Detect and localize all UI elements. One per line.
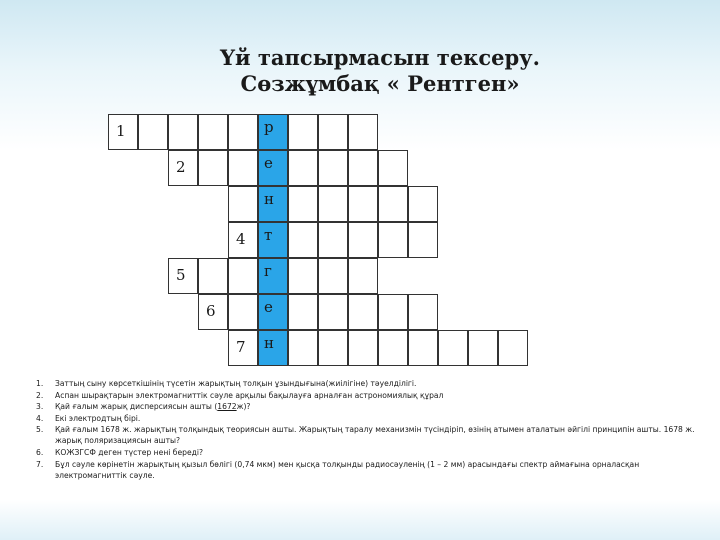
clue-index: 5. [36,425,44,435]
crossword-cell[interactable] [348,294,378,330]
crossword-cell[interactable] [348,222,378,258]
clue-text: КОЖЗГСФ деген түстер нені береді? [55,447,204,457]
clue-text: Екі электродтың бірі. [55,413,141,423]
clue-item [36,401,696,412]
crossword-cell[interactable] [198,258,228,294]
crossword-cell[interactable] [228,150,258,186]
crossword-cell[interactable] [348,186,378,222]
crossword-key-cell[interactable] [258,186,288,222]
page-title: Үй тапсырмасын тексеру. [220,45,540,70]
crossword-cell[interactable] [288,222,318,258]
clue-item [36,413,696,424]
crossword-cell[interactable] [378,186,408,222]
crossword-cell[interactable] [228,258,258,294]
crossword-cell[interactable] [408,294,438,330]
clue-index: 2. [36,390,44,400]
crossword-cell[interactable] [318,330,348,366]
clue-text: Қай ғалым 1678 ж. жарықтың толқындық теориясын ашты. Жарықтың таралу механизмін түсіндіріп, өзінің атымен аталатын әйгілі принципін ашты. 1678 ж. жарық поляризациясын ашты? [55,425,695,446]
clue-text: Заттың сыну көрсеткішінің түсетін жарықтың толқын ұзындығына(жиілігіне) тәуелділігі. [55,379,417,388]
crossword-cell[interactable] [138,114,168,150]
clue-item [36,459,696,481]
key-letter: н [264,190,274,208]
clue-index: 7. [36,459,44,469]
crossword-cell[interactable] [318,222,348,258]
clue-number: 1 [116,122,126,140]
crossword-key-cell[interactable] [258,114,288,150]
key-letter: е [264,298,273,316]
crossword-cell[interactable] [348,114,378,150]
crossword-cell[interactable] [348,150,378,186]
crossword-key-cell[interactable] [258,222,288,258]
crossword-cell[interactable] [198,114,228,150]
crossword-cell[interactable] [408,330,438,366]
crossword-cell[interactable] [288,114,318,150]
crossword-cell[interactable] [378,330,408,366]
crossword-cell[interactable] [348,330,378,366]
crossword-cell[interactable] [288,186,318,222]
clue-number: 2 [176,158,186,176]
crossword-cell[interactable] [288,258,318,294]
crossword-cell[interactable] [168,114,198,150]
key-letter: т [264,226,273,244]
crossword-cell[interactable] [408,186,438,222]
clue-number: 7 [236,338,246,356]
clue-item [36,447,696,458]
clue-number: 5 [176,266,186,284]
clue-text: Қай ғалым жарық дисперсиясын ашты ( [55,402,218,412]
crossword-cell[interactable] [228,114,258,150]
crossword-cell[interactable] [228,294,258,330]
crossword-cell[interactable] [288,150,318,186]
clue-item [36,424,696,446]
crossword-cell[interactable] [498,330,528,366]
crossword-key-cell[interactable] [258,258,288,294]
clue-number: 6 [206,302,216,320]
clue-item [36,390,696,401]
crossword-cell[interactable] [408,222,438,258]
clue-text: Бұл сәуле көрінетін жарықтың қызыл бөлігі (0,74 мкм) мен қысқа толқынды радиосәуленің (1 – 2 мм) арасындағы спектр аймағына орналасқан электромагниттік сәуле. [55,459,640,480]
key-letter: н [264,334,274,352]
crossword-cell[interactable] [378,294,408,330]
key-letter: р [264,118,274,136]
clue-index: 3. [36,402,44,412]
crossword-cell[interactable] [468,330,498,366]
clue-text: ж)? [236,402,251,412]
key-letter: е [264,154,273,172]
page-subtitle: Сөзжұмбақ « Рентген» [240,71,520,96]
crossword-key-cell[interactable] [258,330,288,366]
clue-text: 1672 [217,402,237,412]
crossword-cell[interactable] [378,150,408,186]
crossword-cell[interactable] [318,186,348,222]
crossword-cell[interactable] [318,150,348,186]
crossword-cell[interactable] [318,258,348,294]
crossword-cell[interactable] [198,150,228,186]
crossword-cell[interactable] [318,294,348,330]
crossword-key-cell[interactable] [258,294,288,330]
crossword-cell[interactable] [348,258,378,294]
clue-index: 1. [36,379,44,388]
crossword-cell[interactable] [288,330,318,366]
key-letter: г [264,262,272,280]
clue-number: 4 [236,230,246,248]
clue-text: Аспан шырақтарын электромагниттік сәуле арқылы бақылауға арналған астрономиялық құрал [55,390,444,400]
clue-item [36,378,696,389]
clue-list [36,378,696,481]
crossword-key-cell[interactable] [258,150,288,186]
crossword-cell[interactable] [288,294,318,330]
crossword-cell[interactable] [378,222,408,258]
clue-index: 4. [36,413,44,423]
crossword-cell[interactable] [318,114,348,150]
crossword-cell[interactable] [438,330,468,366]
clue-index: 6. [36,447,44,457]
crossword-cell[interactable] [228,186,258,222]
